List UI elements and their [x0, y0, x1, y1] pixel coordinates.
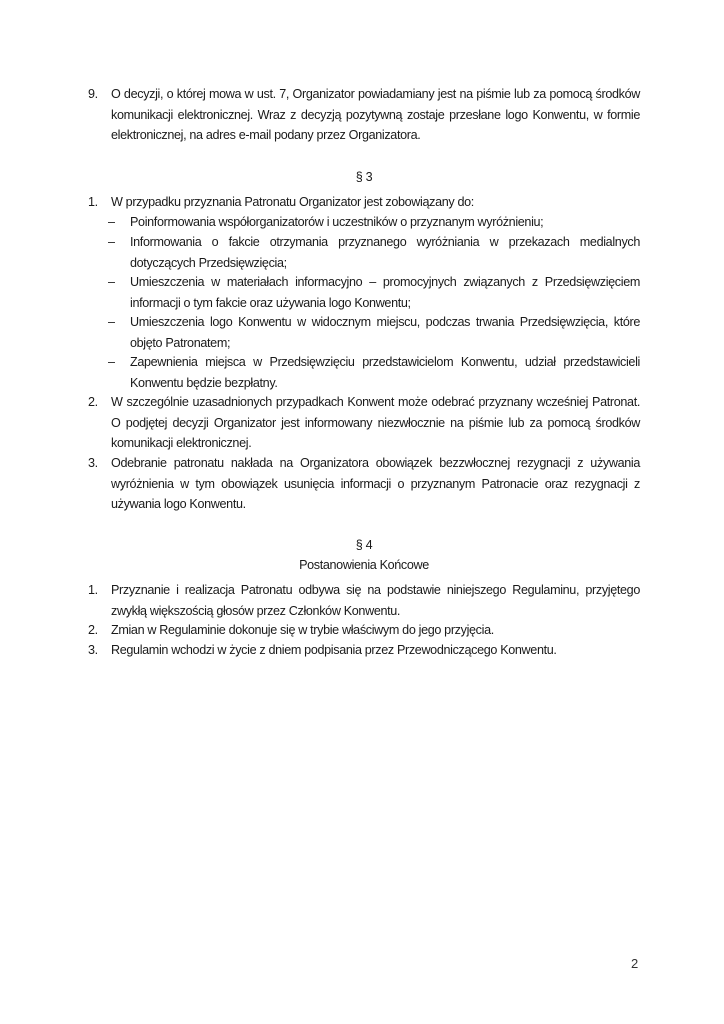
item-number: 1.: [88, 195, 98, 209]
item-number: 1.: [88, 583, 98, 597]
sub-list-item: [108, 212, 640, 233]
section-heading: § 3: [355, 170, 373, 184]
dash-marker: –: [108, 215, 115, 229]
dash-marker: –: [108, 235, 115, 249]
sub-item-text: Poinformowania współorganizatorów i uczestników o przyznanym wyróżnieniu;: [130, 215, 544, 229]
section-title: Postanowienia Końcowe: [299, 558, 429, 572]
sub-list-item: [108, 272, 640, 313]
sub-list-item: [108, 312, 640, 353]
list-item: [88, 453, 640, 515]
dash-marker: –: [108, 315, 115, 329]
list-item: [88, 192, 640, 213]
dash-marker: –: [108, 275, 115, 289]
item-text: Przyznanie i realizacja Patronatu odbywa się na podstawie niniejszego Regulaminu, przyjętego zwykłą większością głosów przez Członków Konwentu.: [111, 583, 640, 618]
sub-list-item: [108, 352, 640, 393]
item-text: W przypadku przyznania Patronatu Organizator jest zobowiązany do:: [111, 195, 474, 209]
sub-item-text: Umieszczenia w materiałach informacyjno – promocyjnych związanych z Przedsięwzięciem informacji o tym fakcie oraz używania logo Konwentu;: [130, 275, 640, 310]
item-text: Regulamin wchodzi w życie z dniem podpisania przez Przewodniczącego Konwentu.: [111, 643, 557, 657]
item-number: 3.: [88, 643, 98, 657]
list-item: [88, 392, 640, 454]
sub-item-text: Zapewnienia miejsca w Przedsięwzięciu przedstawicielom Konwentu, udział przedstawicieli Konwentu będzie bezpłatny.: [130, 355, 640, 390]
page-number: 2: [631, 956, 639, 971]
item-number: 2.: [88, 623, 98, 637]
item-text: Odebranie patronatu nakłada na Organizatora obowiązek bezzwłocznej rezygnacji z używania wyróżnienia w tym obowiązek usunięcia informacji o przyznanym Patronacie oraz rezygnacji z używania logo Konwentu.: [111, 456, 640, 511]
section-heading: § 4: [355, 538, 373, 552]
dash-marker: –: [108, 355, 115, 369]
item-text: W szczególnie uzasadnionych przypadkach Konwent może odebrać przyznany wcześniej Patronat. O podjętej decyzji Organizator jest informowany niezwłocznie na piśmie lub za pomocą środków komunikacji elektronicznej.: [111, 395, 640, 450]
item-number: 3.: [88, 456, 98, 470]
sub-list-item: [108, 232, 640, 273]
item-number: 9.: [88, 87, 98, 101]
list-item: [88, 84, 640, 146]
sub-item-text: Informowania o fakcie otrzymania przyznanego wyróżniania w przekazach medialnych dotyczących Przedsięwzięcia;: [130, 235, 640, 270]
list-item: [88, 640, 640, 661]
item-number: 2.: [88, 395, 98, 409]
list-item: [88, 580, 640, 621]
item-text: Zmian w Regulaminie dokonuje się w trybie właściwym do jego przyjęcia.: [111, 623, 494, 637]
sub-item-text: Umieszczenia logo Konwentu w widocznym miejscu, podczas trwania Przedsięwzięcia, które objęto Patronatem;: [130, 315, 640, 350]
item-text: O decyzji, o której mowa w ust. 7, Organizator powiadamiany jest na piśmie lub za pomocą środków komunikacji elektronicznej. Wraz z decyzją pozytywną zostaje przesłane logo Konwentu, w formie elektronicznej, na adres e-mail podany przez Organizatora.: [111, 87, 640, 142]
list-item: [88, 620, 640, 641]
